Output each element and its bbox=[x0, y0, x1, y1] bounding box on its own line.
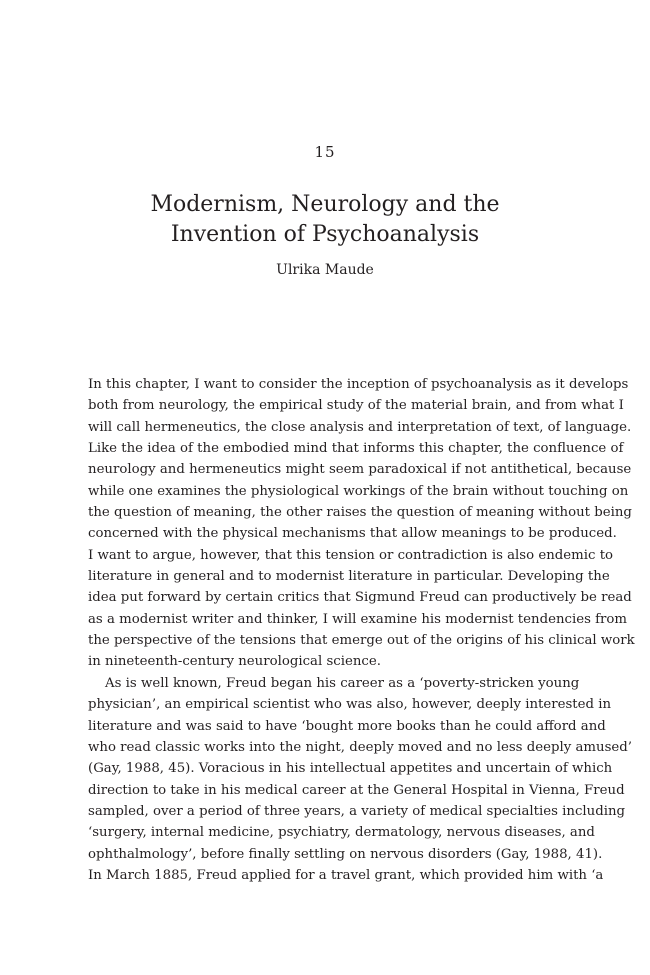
text-line: sampled, over a period of three years, a variety of medical specialties including bbox=[88, 803, 626, 819]
text-line: will call hermeneutics, the close analysis and interpretation of text, of language. bbox=[88, 419, 632, 435]
text-line: ophthalmology’, before finally settling on nervous disorders (Gay, 1988, 41). bbox=[88, 846, 603, 862]
author-name: Ulrika Maude bbox=[276, 262, 374, 278]
text-line: both from neurology, the empirical study of the material brain, and from what I bbox=[88, 398, 624, 414]
text-line: neurology and hermeneutics might seem paradoxical if not antithetical, because bbox=[88, 462, 632, 478]
text-line: Like the idea of the embodied mind that informs this chapter, the confluence of bbox=[88, 441, 624, 457]
text-line: (Gay, 1988, 45). Voracious in his intellectual appetites and uncertain of which bbox=[88, 761, 613, 777]
text-line: direction to take in his medical career at the General Hospital in Vienna, Freud bbox=[88, 782, 625, 798]
chapter-title bbox=[0, 190, 650, 250]
paragraph-2 bbox=[88, 673, 632, 886]
text-line: In this chapter, I want to consider the inception of psychoanalysis as it develops bbox=[88, 377, 629, 392]
text-line: literature in general and to modernist literature in particular. Developing the bbox=[88, 569, 610, 585]
text-line: I want to argue, however, that this tension or contradiction is also endemic to bbox=[88, 547, 614, 563]
text-line: idea put forward by certain critics that Sigmund Freud can productively be read bbox=[88, 590, 632, 606]
text-line: as a modernist writer and thinker, I will examine his modernist tendencies from bbox=[88, 611, 628, 627]
chapter-title-line-2: Invention of Psychoanalysis bbox=[170, 222, 480, 247]
text-line: in nineteenth-century neurological science. bbox=[88, 654, 381, 670]
body-text bbox=[88, 374, 635, 886]
text-line: In March 1885, Freud applied for a travel grant, which provided him with ‘a bbox=[88, 867, 604, 883]
text-line: the perspective of the tensions that emerge out of the origins of his clinical work bbox=[88, 633, 635, 649]
text-line: ‘surgery, internal medicine, psychiatry, dermatology, nervous diseases, and bbox=[88, 825, 595, 841]
chapter-number: 15 bbox=[314, 143, 336, 161]
chapter-title-line-1: Modernism, Neurology and the bbox=[150, 192, 500, 217]
text-line: while one examines the physiological workings of the brain without touching on bbox=[88, 483, 629, 499]
paragraph-1 bbox=[88, 374, 635, 673]
text-line: physician’, an empirical scientist who was also, however, deeply interested in bbox=[88, 697, 612, 713]
text-line: the question of meaning, the other raises the question of meaning without being bbox=[88, 505, 632, 521]
text-line: literature and was said to have ‘bought more books than he could afford and bbox=[88, 718, 606, 734]
text-line: who read classic works into the night, deeply moved and no less deeply amused’ bbox=[88, 739, 632, 755]
text-line: As is well known, Freud began his career as a ‘poverty-stricken young bbox=[105, 675, 580, 691]
text-line: concerned with the physical mechanisms that allow meanings to be produced. bbox=[88, 526, 617, 542]
